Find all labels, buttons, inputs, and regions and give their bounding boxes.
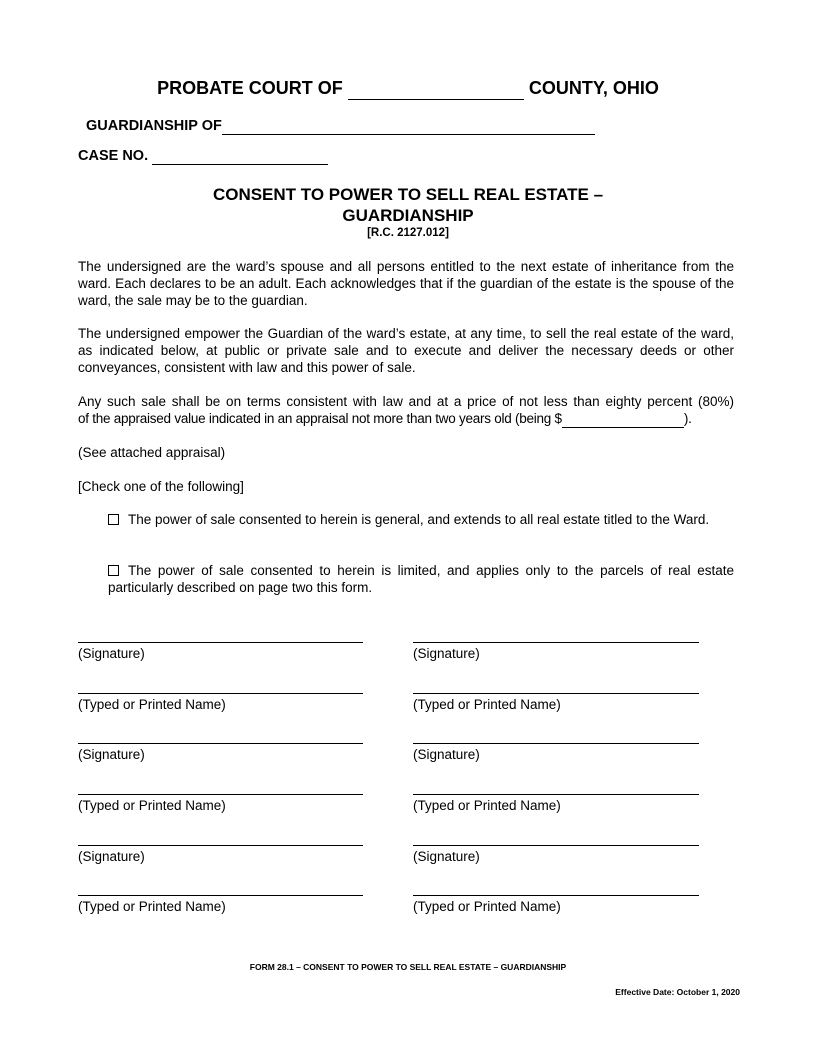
option-limited <box>108 562 734 596</box>
printed-name-line[interactable] <box>78 794 363 795</box>
signature-line[interactable] <box>78 642 363 643</box>
form-title-line1: CONSENT TO POWER TO SELL REAL ESTATE – <box>212 185 604 204</box>
printed-name-label: (Typed or Printed Name) <box>78 697 226 712</box>
paragraph-terms <box>78 393 734 428</box>
ward-name-field[interactable] <box>222 118 595 135</box>
signature-label: (Signature) <box>78 646 145 661</box>
paragraph-empowerment: The undersigned empower the Guardian of the ward’s estate, at any time, to sell the real estate of the ward, as indicated below, at public or private sale and to execute and deliver the necessary deeds or other conveyances, consistent with law and this power of sale. <box>78 326 734 375</box>
case-number-row <box>78 148 328 165</box>
paragraph-declaration: The undersigned are the ward’s spouse and all persons entitled to the next estate of inheritance from the ward. Each declares to be an adult. Each acknowledges that if the guardian of the estate is the spouse of the ward, the sale may be to the guardian. <box>78 259 734 308</box>
terms-prefix: of the appraised value indicated in an appraisal not more than two years old (being $ <box>78 411 562 426</box>
printed-name-line[interactable] <box>78 693 363 694</box>
paragraph-terms-line1: Any such sale shall be on terms consistent with law and at a price of not less than eighty percent (80%) <box>78 394 734 409</box>
guardianship-of-row <box>86 118 595 135</box>
signature-label: (Signature) <box>413 747 480 762</box>
printed-name-label: (Typed or Printed Name) <box>78 798 226 813</box>
printed-name-line[interactable] <box>413 693 699 694</box>
signature-label: (Signature) <box>413 849 480 864</box>
limited-checkbox[interactable] <box>108 565 119 576</box>
printed-name-label: (Typed or Printed Name) <box>413 899 561 914</box>
option-general <box>108 511 734 528</box>
see-attached-note: (See attached appraisal) <box>78 445 226 460</box>
signature-line[interactable] <box>78 743 363 744</box>
printed-name-line[interactable] <box>78 895 363 896</box>
signature-line[interactable] <box>78 845 363 846</box>
statute-reference: [R.C. 2127.012] <box>367 227 449 239</box>
signature-label: (Signature) <box>78 849 145 864</box>
court-title <box>0 78 816 100</box>
terms-suffix: ). <box>683 411 692 426</box>
signature-line[interactable] <box>413 845 699 846</box>
appraisal-amount-field[interactable] <box>562 410 684 428</box>
signature-label: (Signature) <box>413 646 480 661</box>
form-title-line2: GUARDIANSHIP <box>342 206 474 225</box>
county-field[interactable] <box>348 78 524 100</box>
case-number-field[interactable] <box>152 148 328 165</box>
guardianship-label: GUARDIANSHIP OF <box>86 118 222 134</box>
form-title <box>0 184 816 226</box>
footer-form-name: FORM 28.1 – CONSENT TO POWER TO SELL REAL ESTATE – GUARDIANSHIP <box>249 962 567 972</box>
option-limited-text: The power of sale consented to herein is limited, and applies only to the parcels of real estate particularly described on page two this form. <box>108 563 734 595</box>
check-instruction: [Check one of the following] <box>78 479 244 494</box>
signature-label: (Signature) <box>78 747 145 762</box>
printed-name-label: (Typed or Printed Name) <box>413 697 561 712</box>
option-general-text: The power of sale consented to herein is general, and extends to all real estate titled to the Ward. <box>128 512 710 527</box>
printed-name-label: (Typed or Printed Name) <box>78 899 226 914</box>
paragraph-terms-line2 <box>78 410 734 428</box>
printed-name-line[interactable] <box>413 895 699 896</box>
signature-line[interactable] <box>413 743 699 744</box>
printed-name-line[interactable] <box>413 794 699 795</box>
court-prefix: PROBATE COURT OF <box>157 78 343 98</box>
printed-name-label: (Typed or Printed Name) <box>413 798 561 813</box>
case-label: CASE NO. <box>78 148 149 164</box>
court-suffix: COUNTY, OHIO <box>528 78 659 98</box>
footer-effective-date: Effective Date: October 1, 2020 <box>615 987 740 997</box>
signature-line[interactable] <box>413 642 699 643</box>
general-checkbox[interactable] <box>108 514 119 525</box>
